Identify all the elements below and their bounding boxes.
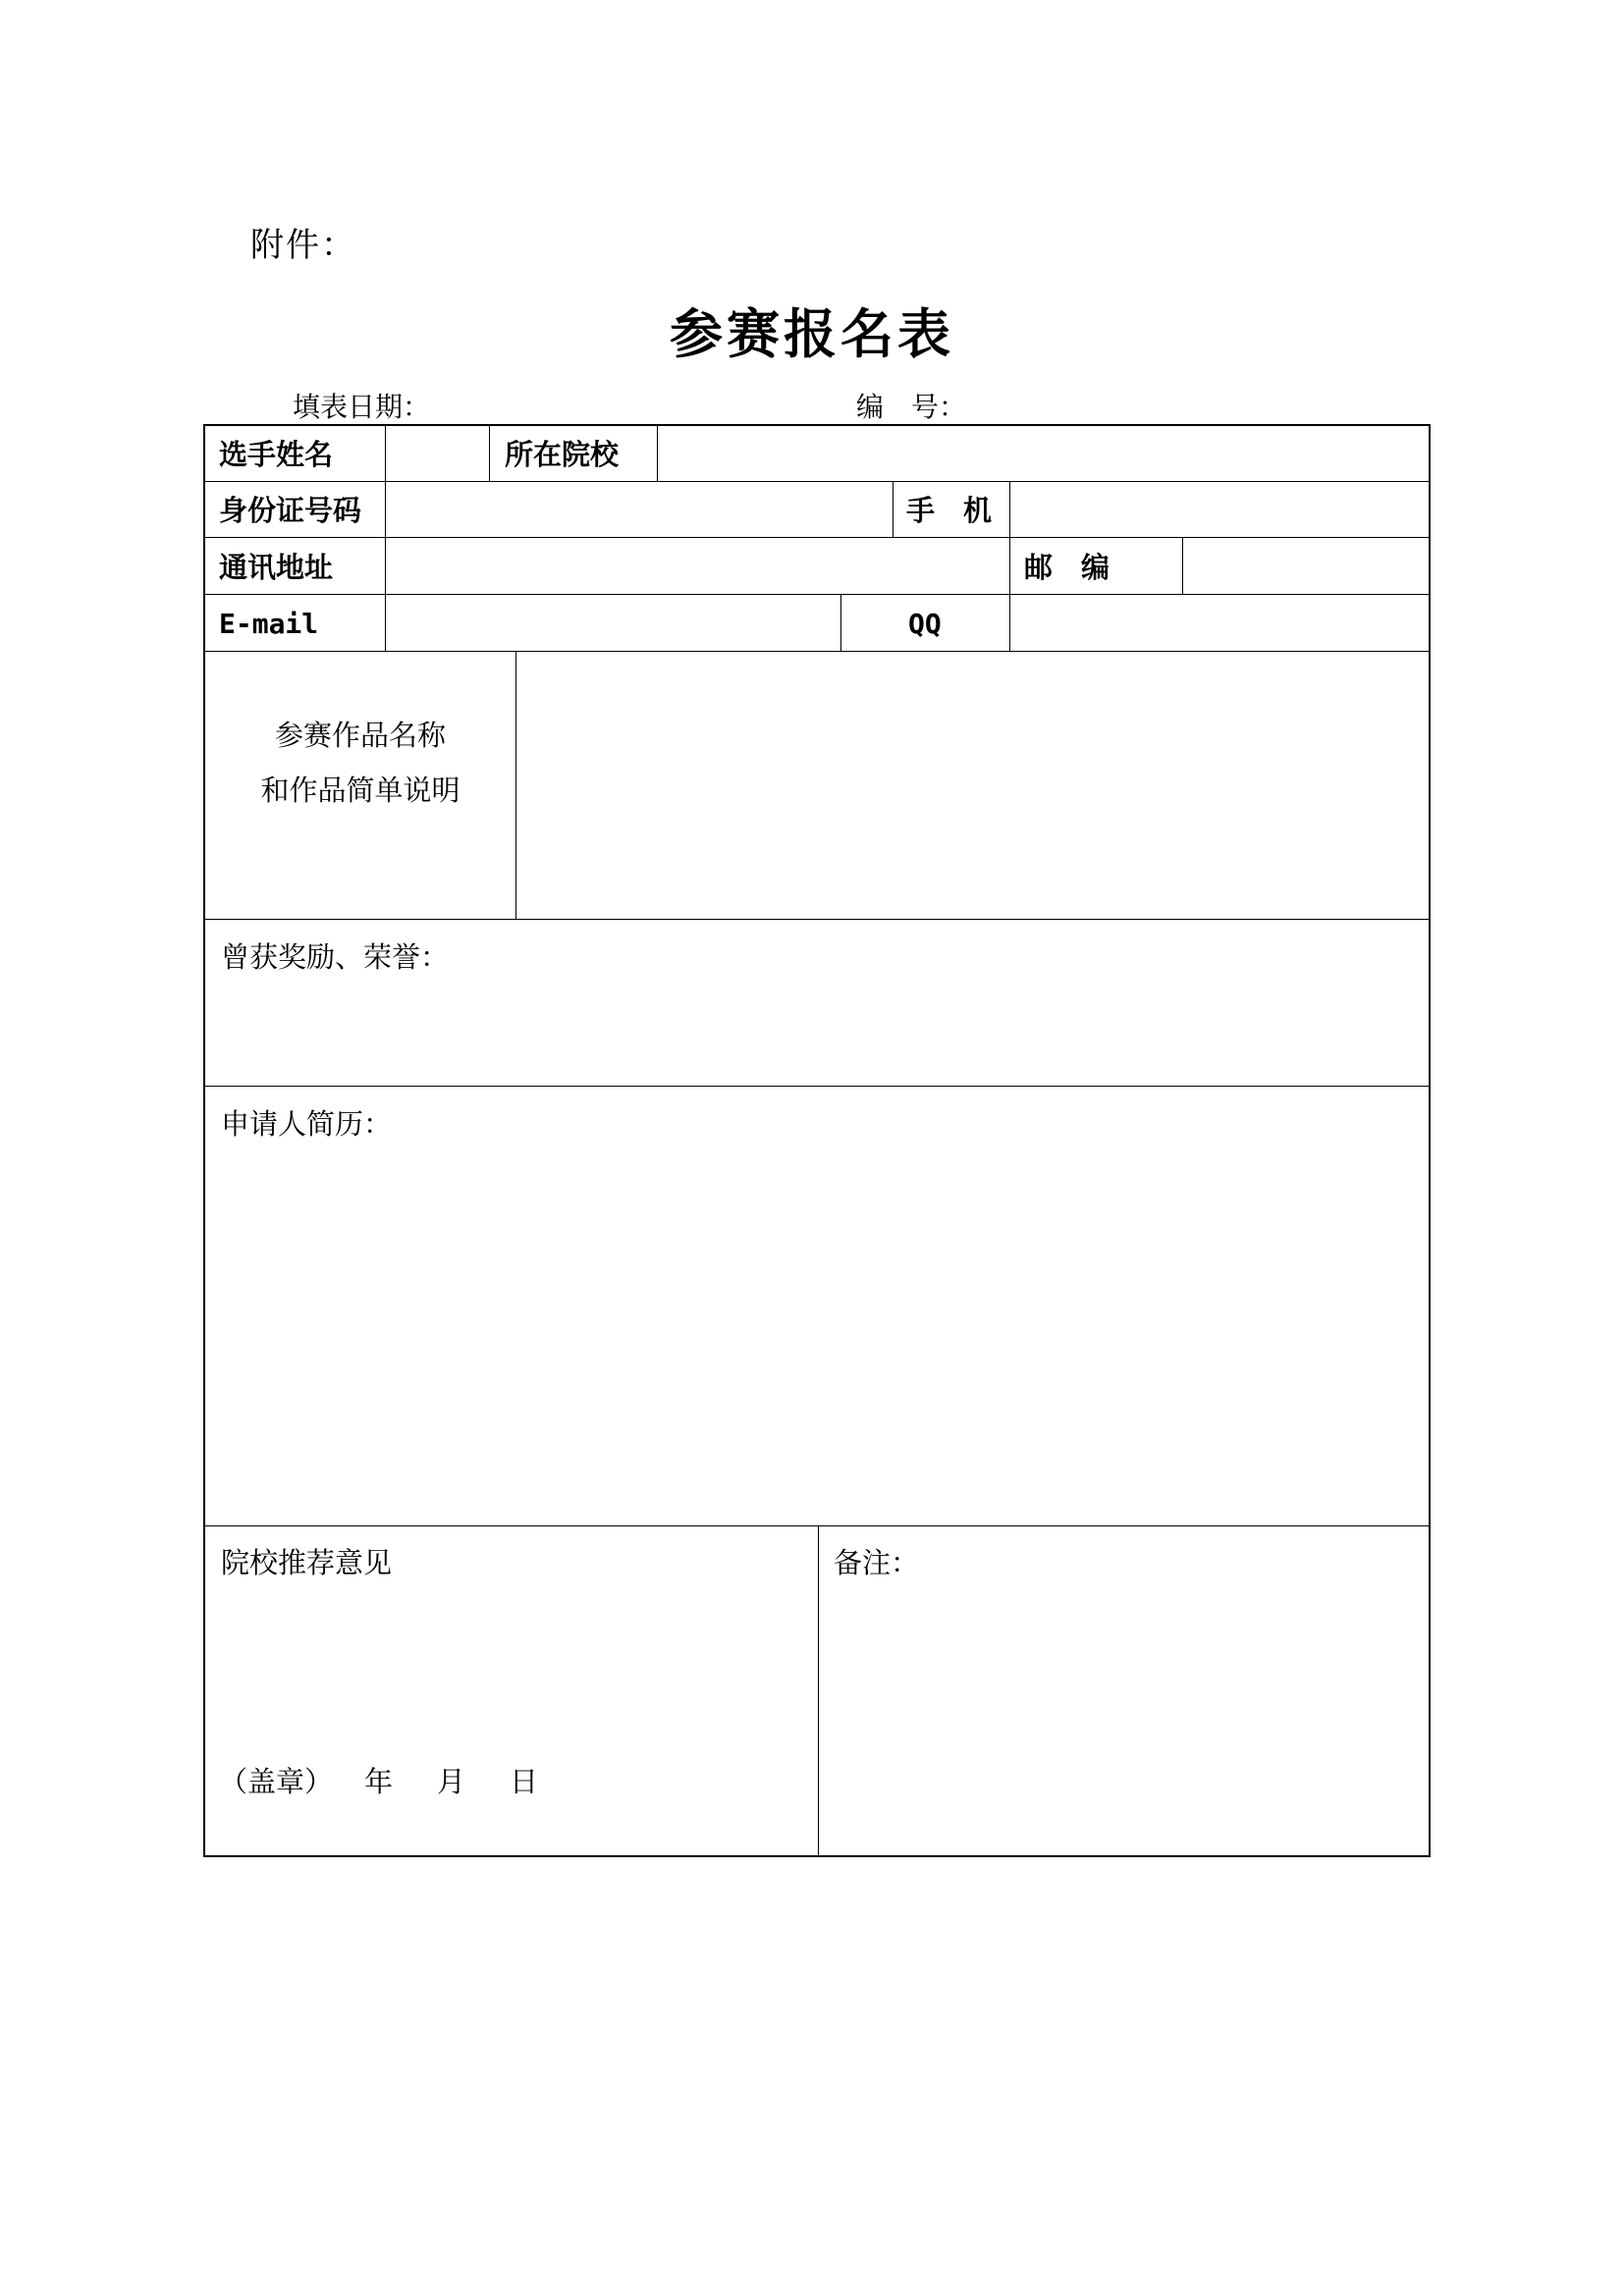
- seal-text: （盖章）: [219, 1765, 334, 1798]
- resume-field[interactable]: [205, 1087, 1429, 1525]
- id-number-field[interactable]: [386, 482, 893, 537]
- school-field[interactable]: [658, 426, 1429, 481]
- postcode-label: 邮 编: [1024, 551, 1110, 584]
- seal-month: 月: [437, 1765, 466, 1798]
- work-description-field[interactable]: [516, 652, 1429, 919]
- player-name-label: 选手姓名: [219, 438, 334, 471]
- col-divider: [840, 594, 841, 651]
- fill-date-label: 填表日期：: [293, 391, 431, 423]
- resume-label: 申请人简历：: [221, 1107, 393, 1141]
- qq-field[interactable]: [1010, 595, 1429, 651]
- address-field[interactable]: [386, 538, 1009, 594]
- attachment-label: 附件：: [250, 226, 356, 265]
- registration-form-table: [203, 424, 1431, 1857]
- col-divider: [489, 426, 490, 481]
- work-label: [205, 708, 515, 818]
- postcode-field[interactable]: [1183, 538, 1429, 594]
- phone-label: 手 机: [906, 494, 993, 527]
- work-label-line2: 和作品简单说明: [260, 774, 460, 807]
- qq-label: QQ: [908, 608, 942, 640]
- remarks-label: 备注：: [834, 1546, 920, 1579]
- awards-field[interactable]: [205, 920, 1429, 1086]
- work-label-line1: 参赛作品名称: [274, 719, 446, 752]
- col-divider: [1009, 537, 1010, 594]
- seal-year: 年: [364, 1765, 394, 1798]
- form-title: 参赛报名表: [670, 302, 954, 365]
- recommendation-label: 院校推荐意见: [221, 1546, 393, 1579]
- address-label: 通讯地址: [219, 551, 334, 584]
- email-label: E-mail: [219, 608, 319, 640]
- serial-no-label: 编 号：: [856, 391, 967, 423]
- remarks-field[interactable]: [819, 1526, 1429, 1857]
- school-label: 所在院校: [505, 438, 620, 471]
- awards-label: 曾获奖励、荣誉：: [221, 940, 450, 974]
- seal-day: 日: [510, 1765, 539, 1798]
- player-name-field[interactable]: [386, 426, 489, 481]
- email-field[interactable]: [386, 595, 840, 651]
- id-number-label: 身份证号码: [219, 494, 362, 527]
- phone-field[interactable]: [1010, 482, 1429, 537]
- recommendation-field[interactable]: [205, 1526, 818, 1857]
